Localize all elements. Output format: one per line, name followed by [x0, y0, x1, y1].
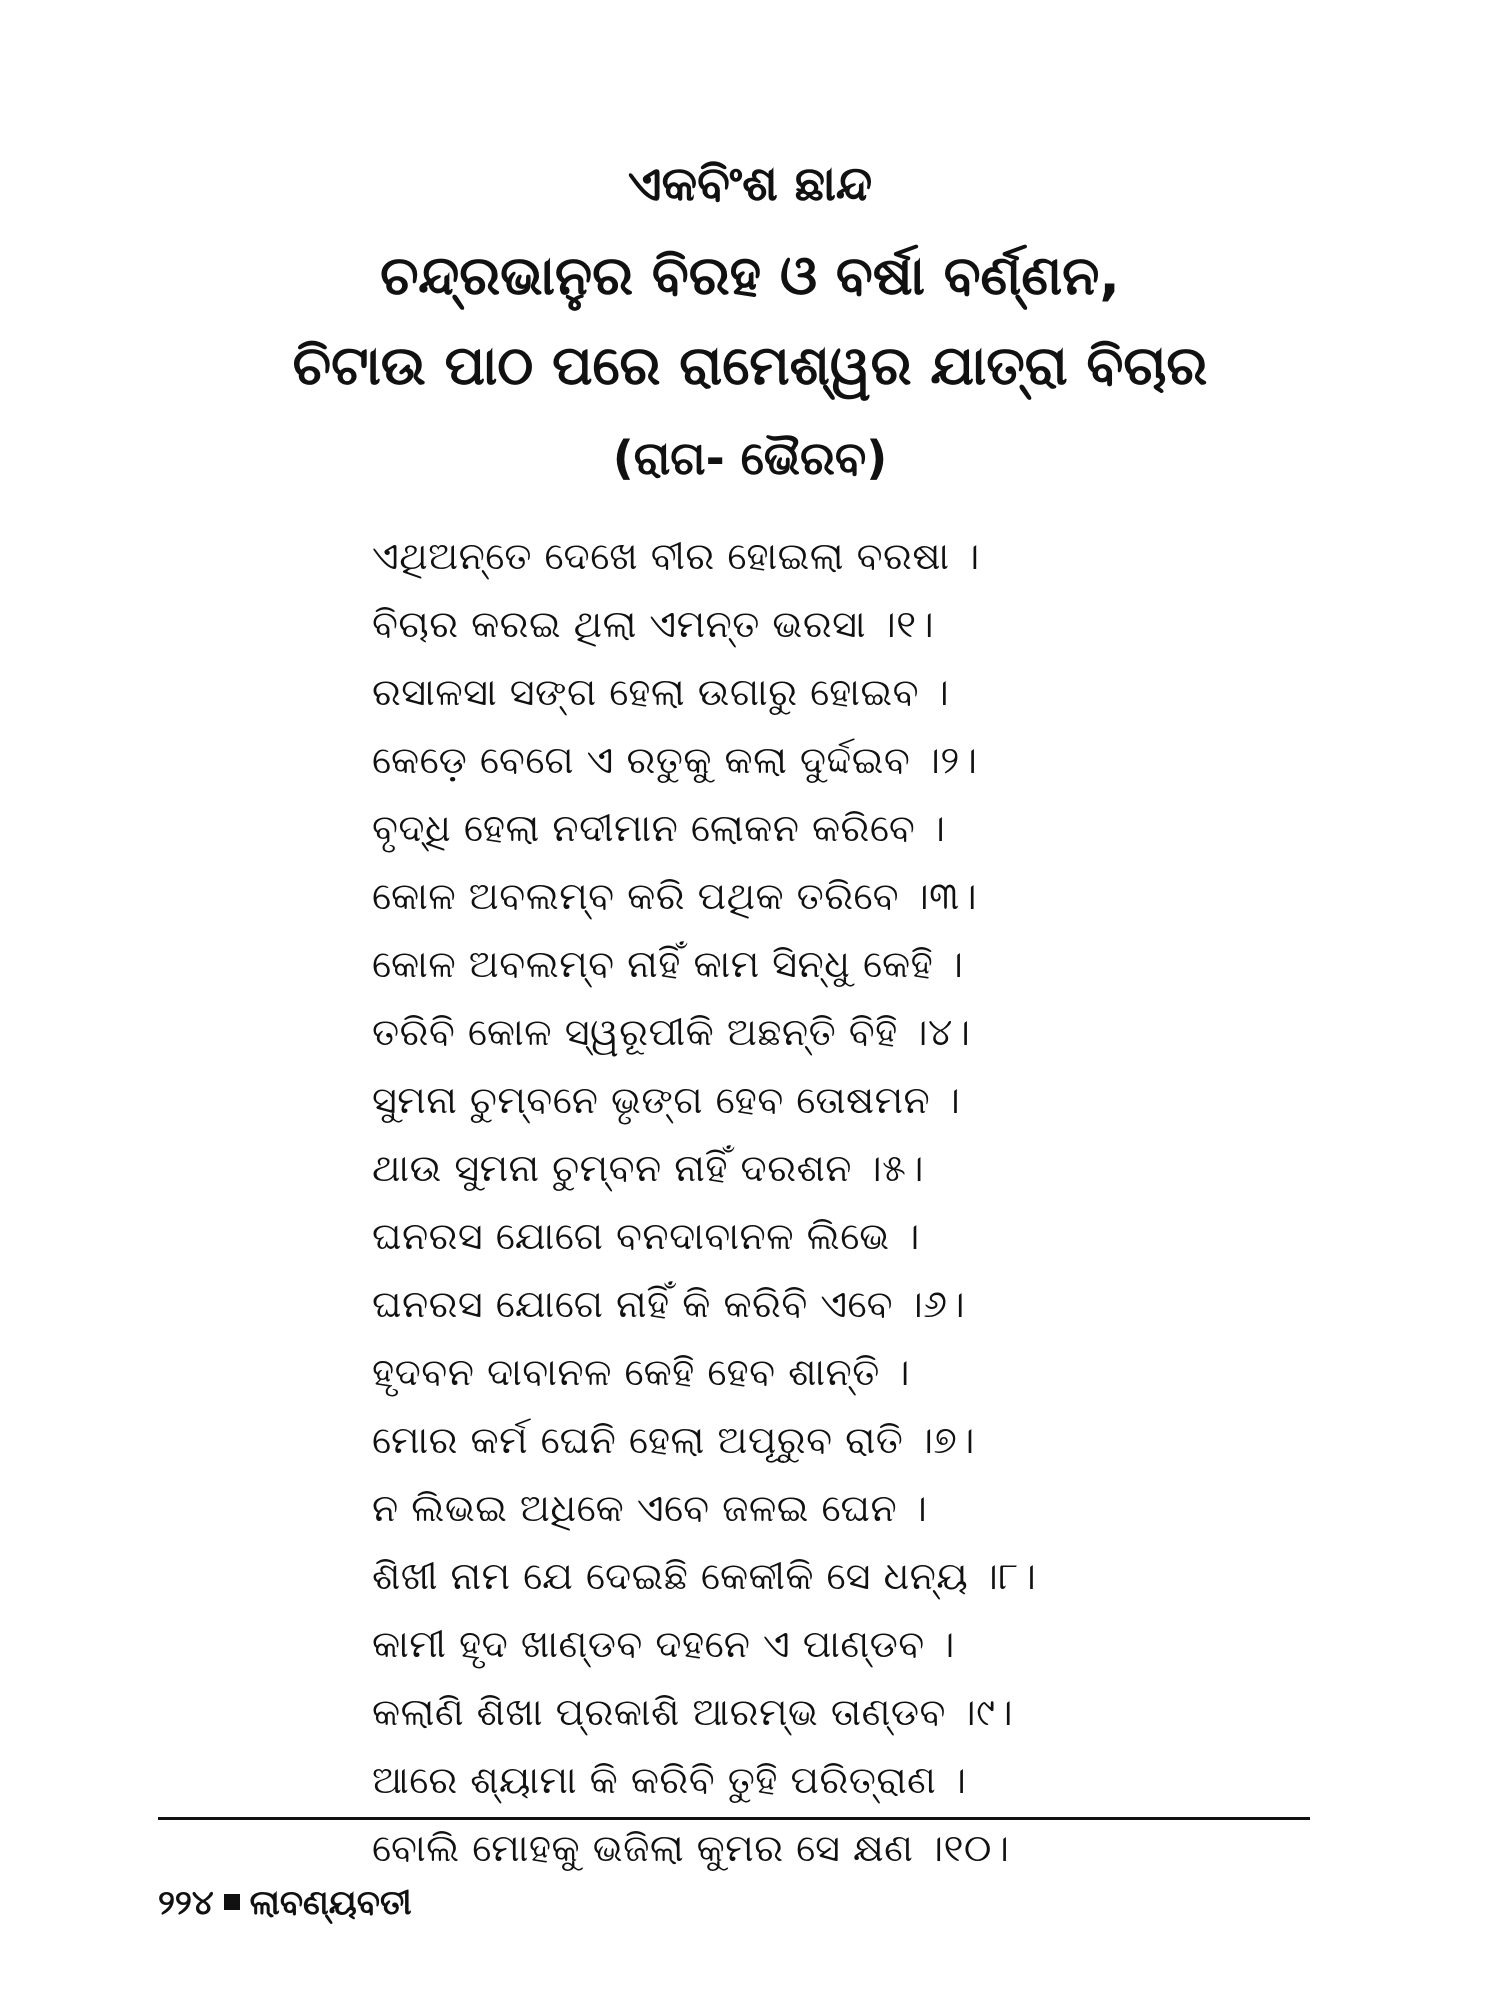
- verse-list: [372, 522, 1372, 1882]
- footer-divider: [158, 1817, 1310, 1820]
- verse-line: ବୋଲି ମୋହକୁ ଭଜିଲା କୁମର ସେ କ୍ଷଣ ।୧୦।: [372, 1826, 1010, 1870]
- verse-line: ଆରେ ଶ୍ୟାମା କି କରିବି ତୁହି ପରିତ୍ରାଣ ।: [372, 1758, 967, 1802]
- verse-line: ଘନରସ ଯୋଗେ ବନଦାବାନଳ ଲିଭେ ।: [372, 1214, 920, 1258]
- raga-label: (ରାଗ- ଭୈରବ): [612, 431, 888, 485]
- verse-line: ଏଥିଅନ୍ତେ ଦେଖେ ବୀର ହୋଇଲା ବରଷା ।: [372, 534, 980, 578]
- verse-line: ଶିଖୀ ନାମ ଯେ ଦେଇଛି କେକୀକି ସେ ଧନ୍ୟ ।୮।: [372, 1554, 1037, 1598]
- verse-line: ନ ଲିଭଇ ଅଧିକେ ଏବେ ଜଳଇ ଘେନ ।: [372, 1486, 928, 1530]
- verse-line: ଘନରସ ଯୋଗେ ନାହିଁ କି କରିବି ଏବେ ।୬।: [372, 1282, 966, 1326]
- page-footer: [158, 1878, 412, 1928]
- chapter-subtitle-line-1: ଚନ୍ଦ୍ରଭାନୁର ବିରହ ଓ ବର୍ଷା ବର୍ଣ୍ଣନ,: [380, 244, 1120, 307]
- verse-line: କୋଳ ଅବଲମ୍ବ କରି ପଥିକ ତରିବେ ।୩।: [372, 874, 978, 918]
- verse-line: ବୃଦ୍ଧି ହେଲା ନଦୀମାନ ଲୋକନ କରିବେ ।: [372, 806, 946, 850]
- verse-line: ସୁମନା ଚୁମ୍ବନେ ଭୃଙ୍ଗ ହେବ ତୋଷମନ ।: [372, 1078, 961, 1122]
- chapter-subtitle-line-2: ଚିଟାଉ ପାଠ ପରେ ରାମେଶ୍ୱର ଯାତ୍ରା ବିଚାର: [292, 334, 1208, 397]
- verse-line: ତରିବି କୋଳ ସ୍ୱରୂପୀକି ଅଛନ୍ତି ବିହି ।୪।: [372, 1010, 971, 1054]
- chapter-heading: ଏକବିଂଶ ଛାନ୍ଦ: [627, 156, 873, 212]
- verse-line: ବିଚାର କରଇ ଥିଲା ଏମନ୍ତ ଭରସା ।୧।: [372, 602, 935, 646]
- verse-line: କାମୀ ହୃଦ ଖାଣ୍ଡବ ଦହନେ ଏ ପାଣ୍ଡବ ।: [372, 1622, 955, 1666]
- verse-line: ମୋର କର୍ମ ଘେନି ହେଲା ଅପୂରୁବ ରାତି ।୭।: [372, 1418, 975, 1462]
- verse-line: କେଡ଼େ ବେଗେ ଏ ରତୁକୁ କଲା ଦୁର୍ଦ୍ଦଇବ ।୨।: [372, 738, 978, 782]
- square-separator-icon: [224, 1894, 240, 1910]
- verse-line: ରସାଳସା ସଙ୍ଗ ହେଲା ଉଗାରୁ ହୋଇବ ।: [372, 670, 950, 714]
- verse-line: ହୃଦବନ ଦାବାନଳ କେହି ହେବ ଶାନ୍ତି ।: [372, 1350, 910, 1394]
- page-number: ୨୨୪: [158, 1883, 214, 1923]
- verse-line: ଥାଉ ସୁମନା ଚୁମ୍ବନ ନାହିଁ ଦରଶନ ।୫।: [372, 1146, 924, 1190]
- verse-line: କୋଳ ଅବଲମ୍ବ ନାହିଁ କାମ ସିନ୍ଧୁ କେହି ।: [372, 942, 964, 986]
- verse-line: କଲାଣି ଶିଖା ପ୍ରକାଶି ଆରମ୍ଭ ତାଣ୍ଡବ ।୯।: [372, 1690, 1014, 1734]
- book-title: ଲାବଣ୍ୟବତୀ: [249, 1883, 412, 1923]
